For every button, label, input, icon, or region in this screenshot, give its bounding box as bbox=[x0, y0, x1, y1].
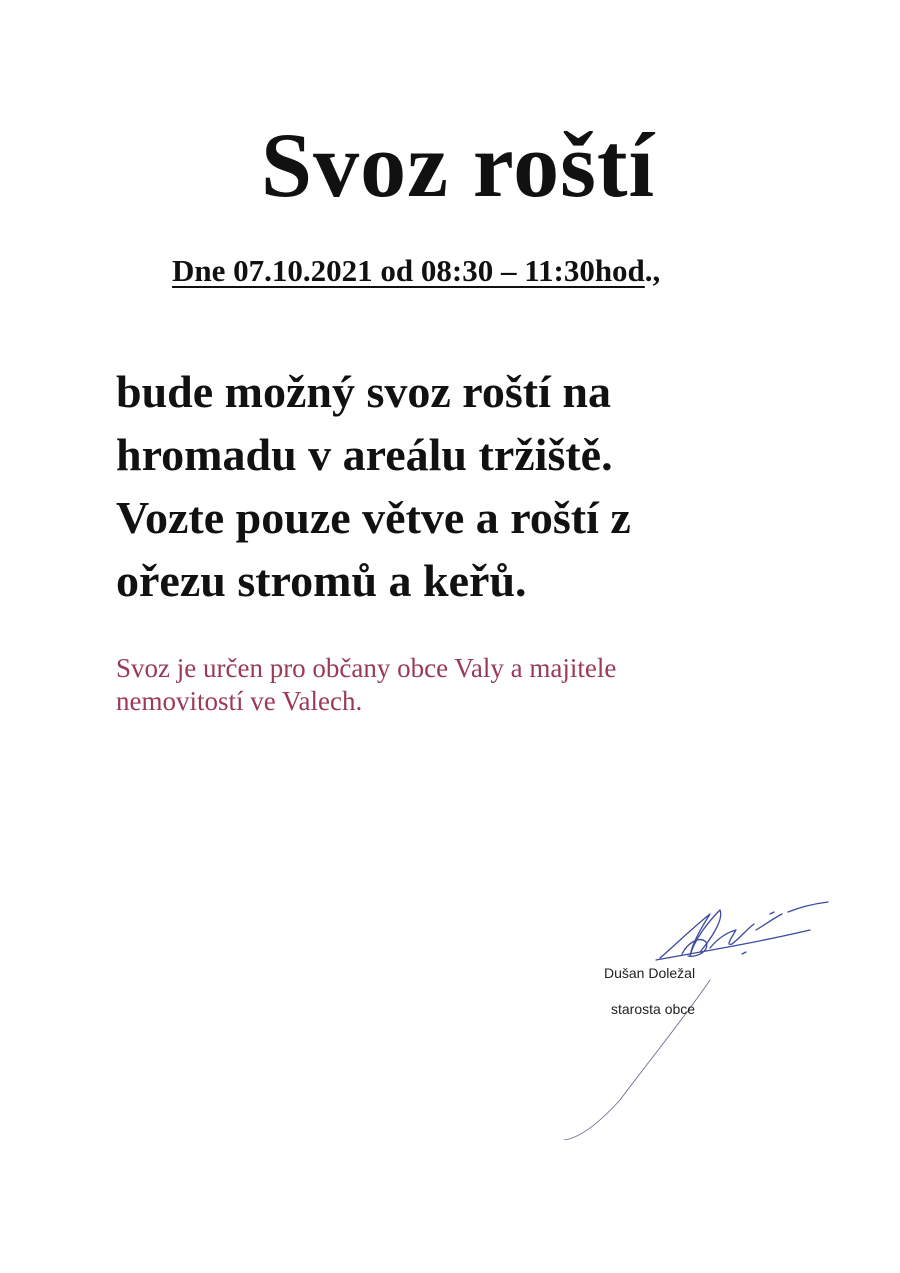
body-line: hromadu v areálu tržiště. bbox=[116, 429, 613, 480]
handwritten-signature bbox=[560, 900, 840, 1140]
note-line: Svoz je určen pro občany obce Valy a majitele bbox=[116, 653, 617, 683]
body-line: ořezu stromů a keřů. bbox=[116, 555, 527, 606]
body-line: bude možný svoz roští na bbox=[116, 366, 611, 417]
announcement-body bbox=[116, 360, 836, 612]
signer-name: Dušan Doležal bbox=[604, 965, 696, 981]
date-line bbox=[172, 252, 660, 289]
body-line: Vozte pouze větve a roští z bbox=[116, 492, 631, 543]
date-line-suffix: ., bbox=[644, 253, 661, 288]
date-time-range: Dne 07.10.2021 od 08:30 – 11:30hod bbox=[172, 253, 645, 288]
eligibility-note bbox=[116, 652, 756, 718]
page-title: Svoz roští bbox=[260, 114, 656, 216]
note-line: nemovitostí ve Valech. bbox=[116, 686, 363, 716]
signer-role: starosta obce bbox=[611, 1001, 696, 1017]
